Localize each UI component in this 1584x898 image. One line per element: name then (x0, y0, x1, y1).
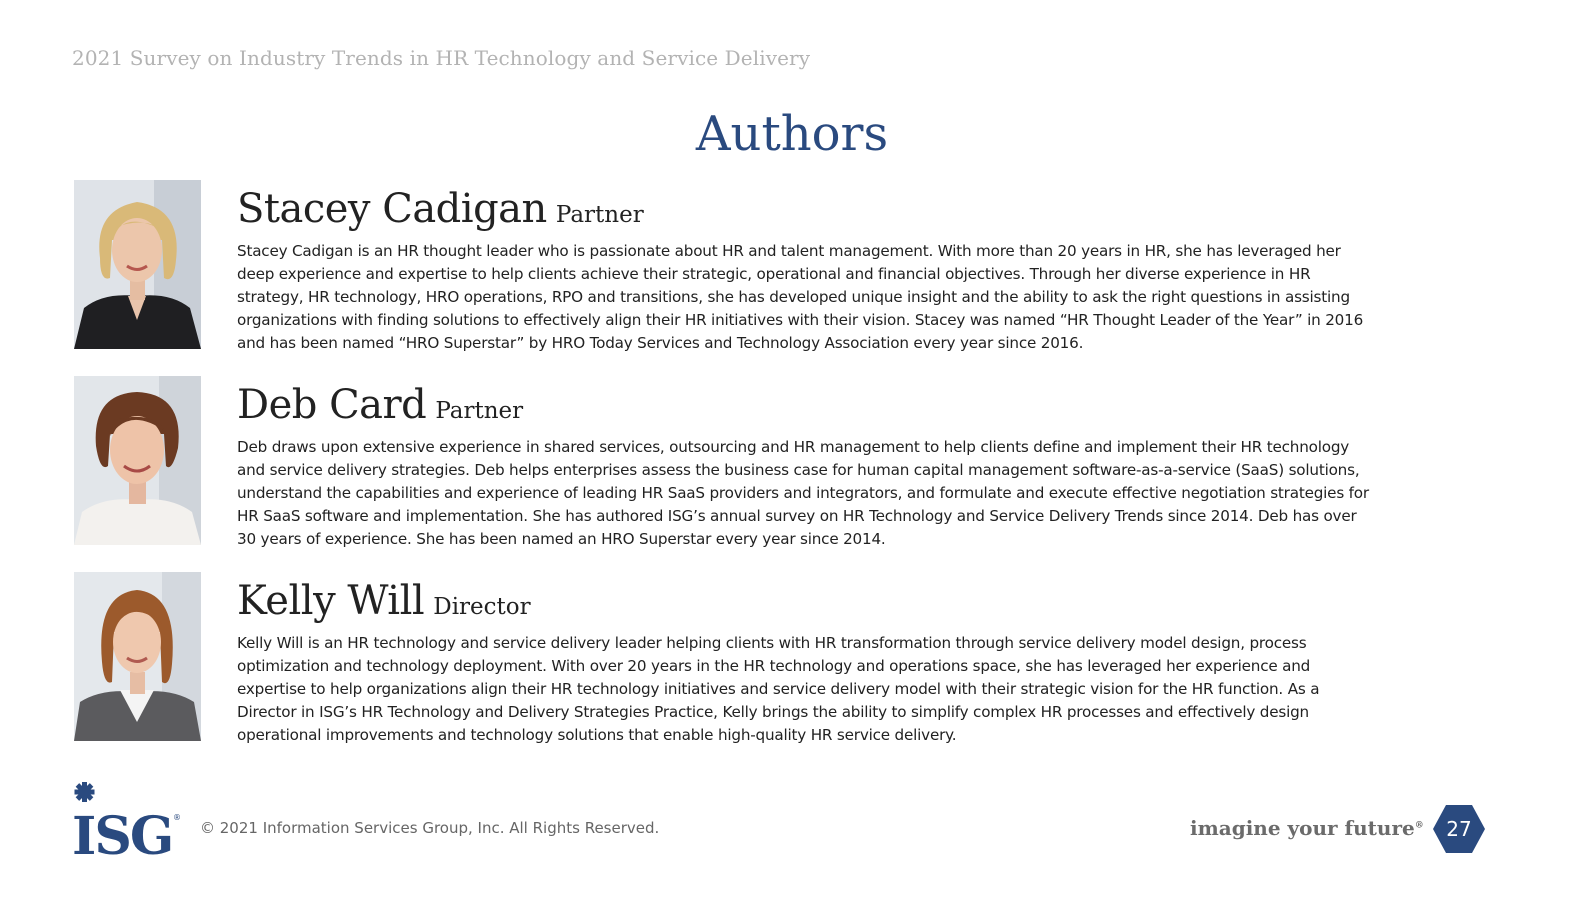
author-bio: Stacey Cadigan is an HR thought leader who is passionate about HR and talent management. With more than 20 years in HR, she has leveraged her deep experience and expertise to help clients achieve their strategic, operational and financial objectives. Through her diverse experience in HR strategy, HR technology, HRO operations, RPO and transitions, she has developed unique insight and the ability to ask the right questions in assisting organizations with finding solutions to effectively align their HR initiatives with their vision. Stacey was named “HR Thought Leader of the Year” in 2016 and has been named “HRO Superstar” by HRO Today Services and Technology Association every year since 2016. (237, 242, 1364, 352)
asterisk-icon (75, 782, 95, 802)
page-number: 27 (1446, 817, 1472, 841)
author-role: Partner (435, 398, 524, 424)
author-photo (74, 376, 201, 545)
author-photo (74, 572, 201, 741)
survey-header: 2021 Survey on Industry Trends in HR Technology and Service Delivery (72, 46, 811, 70)
author-role: Director (433, 594, 531, 620)
author-card (74, 376, 1394, 546)
author-name: Deb Card (237, 382, 427, 428)
author-bio: Kelly Will is an HR technology and service delivery leader helping clients with HR transformation through service delivery model design, process optimization and technology deployment. With over 20 years in the HR technology and operations space, she has leveraged her experience and expertise to help organizations align their HR technology initiatives and service delivery model with their strategic vision for the HR function. As a Director in ISG’s HR Technology and Delivery Strategies Practice, Kelly brings the ability to simplify complex HR processes and effectively design operational improvements and technology solutions that enable high-quality HR service delivery. (237, 634, 1320, 744)
isg-logo (72, 782, 184, 856)
author-bio: Deb draws upon extensive experience in shared services, outsourcing and HR management to help clients define and implement their HR technology and service delivery strategies. Deb helps enterprises assess the business case for human capital management software-as-a-service (SaaS) solutions, understand the capabilities and experience of leading HR SaaS providers and integrators, and formulate and execute effective negotiation strategies for HR SaaS software and implementation. She has authored ISG’s annual survey on HR Technology and Service Delivery Trends since 2014. Deb has over 30 years of experience. She has been named an HRO Superstar every year since 2014. (237, 438, 1369, 548)
page-title: Authors (695, 106, 889, 162)
author-photo (74, 180, 201, 349)
author-card (74, 180, 1394, 350)
author-name: Stacey Cadigan (237, 186, 547, 232)
author-name: Kelly Will (237, 578, 425, 624)
author-card (74, 572, 1394, 742)
tagline: imagine your future® (1190, 816, 1424, 840)
svg-text:ISG: ISG (72, 806, 173, 856)
author-role: Partner (555, 202, 644, 228)
svg-text:®: ® (173, 813, 181, 822)
copyright-text: © 2021 Information Services Group, Inc. All Rights Reserved. (200, 819, 660, 837)
